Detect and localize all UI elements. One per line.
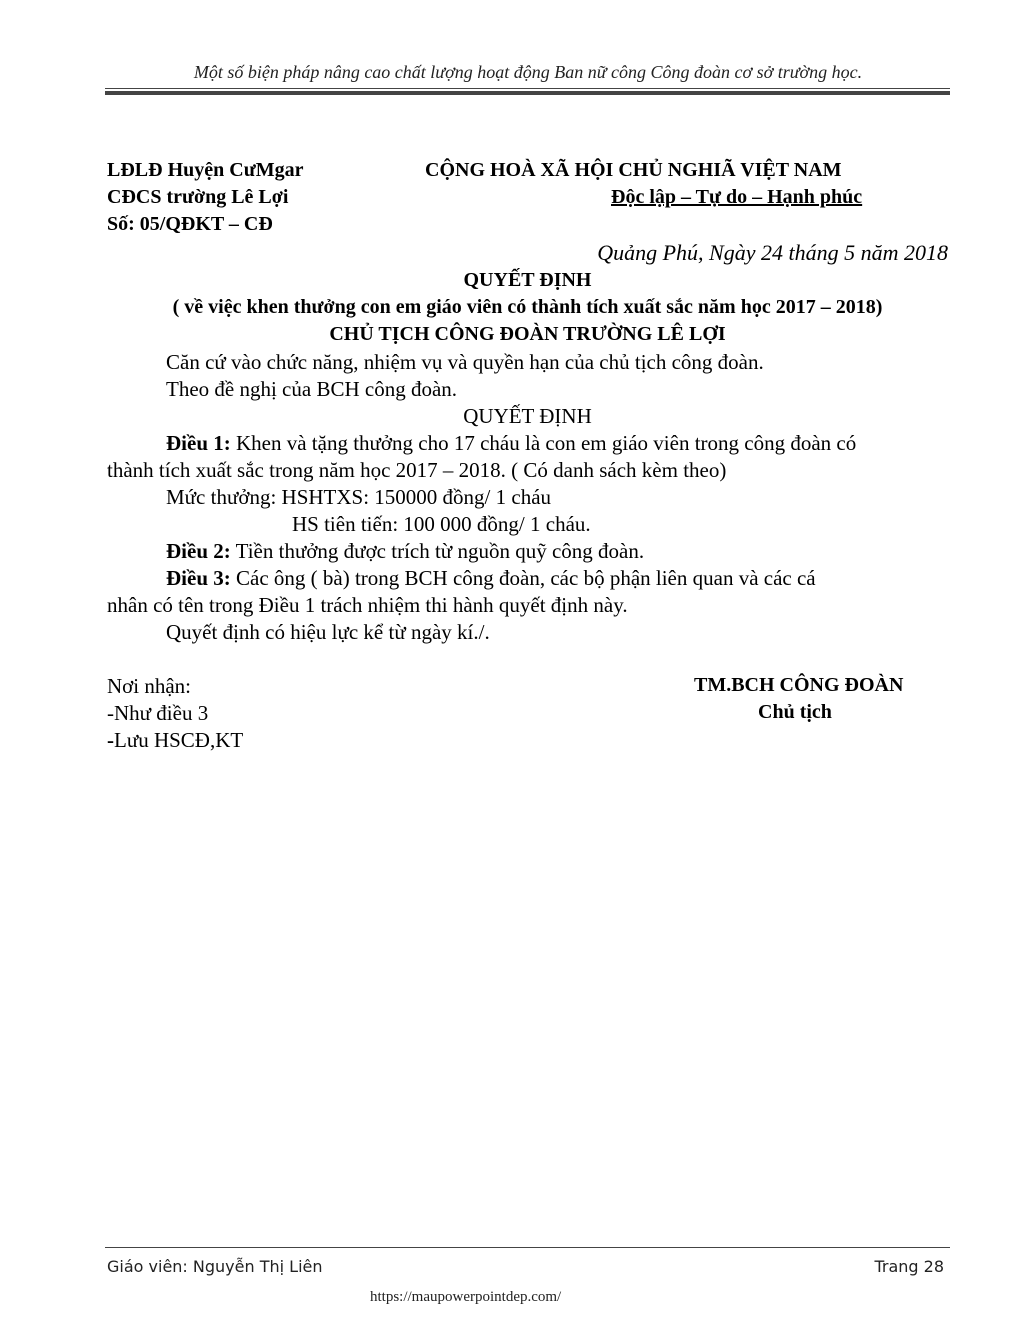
decision-subject: ( về việc khen thưởng con em giáo viên có thành tích xuất sắc năm học 2017 – 2018) [172, 296, 883, 318]
recipients-label: Nơi nhận: [107, 674, 192, 698]
footer-rule [105, 1247, 950, 1248]
basis-1: Căn cứ vào chức năng, nhiệm vụ và quyền hạn của chủ tịch công đoàn. [166, 350, 764, 374]
article-1-text: Khen và tặng thưởng cho 17 cháu là con em giáo viên trong công đoàn có [230, 431, 857, 455]
signature-org: TM.BCH CÔNG ĐOÀN [694, 674, 904, 696]
article-2-label: Điều 2: [166, 539, 231, 563]
issuer-line-1: LĐLĐ Huyện CưMgar [107, 159, 304, 181]
article-1 [166, 431, 856, 456]
header-rule-thick [105, 91, 950, 95]
article-1-continued: thành tích xuất sắc trong năm học 2017 – 2018. ( Có danh sách kèm theo) [107, 458, 727, 482]
place-date: Quảng Phú, Ngày 24 tháng 5 năm 2018 [597, 240, 948, 265]
nation-motto: Độc lập – Tự do – Hạnh phúc [611, 186, 863, 208]
nation-title: CỘNG HOÀ XÃ HỘI CHỦ NGHIÃ VIỆT NAM [425, 159, 842, 181]
recipient-1: -Như điều 3 [107, 701, 209, 725]
footer-author: Giáo viên: Nguyễn Thị Liên [107, 1257, 323, 1276]
article-2 [166, 539, 644, 564]
signature-role: Chủ tịch [758, 701, 832, 723]
issuer-line-2: CĐCS trường Lê Lợi [107, 186, 289, 208]
reward-level-1: Mức thưởng: HSHTXS: 150000 đồng/ 1 cháu [166, 485, 552, 509]
footer-url: https://maupowerpointdep.com/ [370, 1289, 562, 1305]
article-3-text: Các ông ( bà) trong BCH công đoàn, các bộ phận liên quan và các cá [230, 566, 816, 590]
decides-heading: QUYẾT ĐỊNH [463, 404, 592, 428]
article-3 [166, 566, 816, 591]
basis-2: Theo đề nghị của BCH công đoàn. [166, 377, 458, 401]
article-2-text: Tiền thưởng được trích từ nguồn quỹ công đoàn. [230, 539, 645, 563]
reward-level-2: HS tiên tiến: 100 000 đồng/ 1 cháu. [292, 512, 591, 536]
recipient-2 [107, 728, 243, 753]
footer-page-number: Trang 28 [874, 1257, 944, 1276]
decision-title: QUYẾT ĐỊNH [463, 269, 592, 291]
article-3-label: Điều 3: [166, 566, 231, 590]
article-3-continued: nhân có tên trong Điều 1 trách nhiệm thi hành quyết định này. [107, 593, 628, 617]
effect-clause: Quyết định có hiệu lực kể từ ngày kí./. [166, 620, 490, 644]
decision-authority: CHỦ TỊCH CÔNG ĐOÀN TRƯỜNG LÊ LỢI [329, 323, 726, 345]
header-rule-thin [105, 88, 950, 89]
article-1-label: Điều 1: [166, 431, 231, 455]
recipient-2-dash: - [107, 728, 114, 752]
recipient-2-text: Lưu HSCĐ,KT [114, 728, 244, 752]
decision-number: Số: 05/QĐKT – CĐ [107, 213, 273, 235]
page-header: Một số biện pháp nâng cao chất lượng hoạt động Ban nữ công Công đoàn cơ sở trường học. [193, 62, 863, 82]
